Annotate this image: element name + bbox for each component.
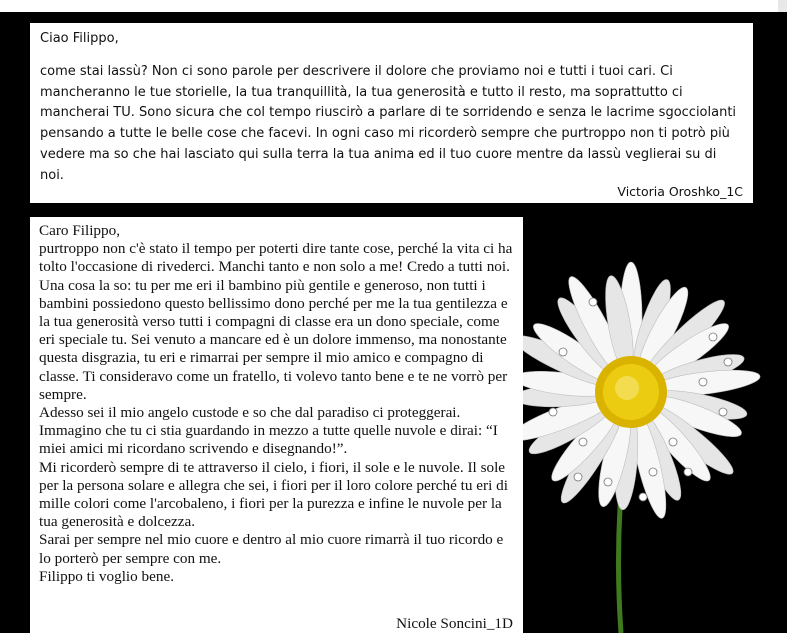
letter-signature: Victoria Oroshko_1C <box>617 184 743 200</box>
water-drop <box>559 348 567 356</box>
letter-paragraph: Sarai per sempre nel mio cuore e dentro al mio cuore rimarrà il tuo ricordo e lo porterò per sempre con me. <box>39 531 504 567</box>
letter-paragraph: Adesso sei il mio angelo custode e so che dal paradiso ci proteggerai. <box>39 404 461 422</box>
water-drop <box>684 468 692 476</box>
water-drop <box>589 298 597 306</box>
water-drop <box>669 438 677 446</box>
water-drop <box>649 468 657 476</box>
water-drop <box>574 473 582 481</box>
document-page <box>0 12 787 633</box>
letter-paragraph: Immagino che tu ci stia guardando in mezzo a tutte quelle nuvole e dirai: “I miei amici mi ricordano scrivendo e disegnando!”. <box>39 422 498 458</box>
water-drop <box>579 438 587 446</box>
letter-card-nicole <box>30 217 523 633</box>
water-drop <box>549 408 557 416</box>
letter-signature: Nicole Soncini_1D <box>396 614 513 632</box>
daisy-flower-image <box>523 242 787 633</box>
flower-stem <box>619 492 622 633</box>
water-drop <box>709 333 717 341</box>
letter-greeting: Ciao Filippo, <box>40 31 119 46</box>
letter-closing: Filippo ti voglio bene. <box>39 567 174 585</box>
letter-greeting: Caro Filippo, <box>39 222 121 239</box>
water-drop <box>639 493 647 501</box>
water-drop <box>604 478 612 486</box>
window-edge <box>778 0 787 12</box>
letter-body: come stai lassù? Non ci sono parole per descrivere il dolore che proviamo noi e tutti i tuoi cari. Ci mancheranno le tue storielle, la tua tranquillità, la tua generosità e tutto il resto, ma soprattutto ci mancherai TU. Sono sicura che col tempo riuscirò a parlare di te sorridendo e senza le lacrime sgocciolanti pensando a tutte le belle cose che facevi. In ogni caso mi ricorderò sempre che purtroppo non ti potrò più vedere ma so che hai lasciato qui sulla terra la tua anima ed il tuo cuore mentre da lassù veglierai su di noi. <box>40 63 737 183</box>
letter-paragraph: purtroppo non c'è stato il tempo per poterti dire tante cose, perché la vita ci ha tolto l'occasione di rivederci. Manchi tanto e non solo a me! Credo a tutti noi. Una cosa la so: tu per me eri il bambino più gentile e generoso, non tutti i bambini possiedono questo bellissimo dono perché per me la tua gentilezza e la tua generosità verso tutti i compagni di classe era un dono speciale, come eri speciale tu. Sei venuto a mancare ed è un dolore immenso, ma nonostante questa disgrazia, tu eri e rimarrai per sempre il mio amico e compagno di classe. Ti consideravo come un fratello, ti volevo tanto bene e te ne vorrò per sempre. <box>39 240 513 403</box>
water-drop <box>719 408 727 416</box>
letter-paragraph: Mi ricorderò sempre di te attraverso il cielo, i fiori, il sole e le nuvole. Il sole per la persona solare e allegra che sei, i fiori per il loro colore perché tu eri di mille colori come l'arcobaleno, i fiori per la purezza e infine le nuvole per la tua generosità e dolcezza. <box>39 458 508 531</box>
water-drop <box>699 378 707 386</box>
letter-card-victoria <box>30 23 753 203</box>
water-drop <box>724 358 732 366</box>
